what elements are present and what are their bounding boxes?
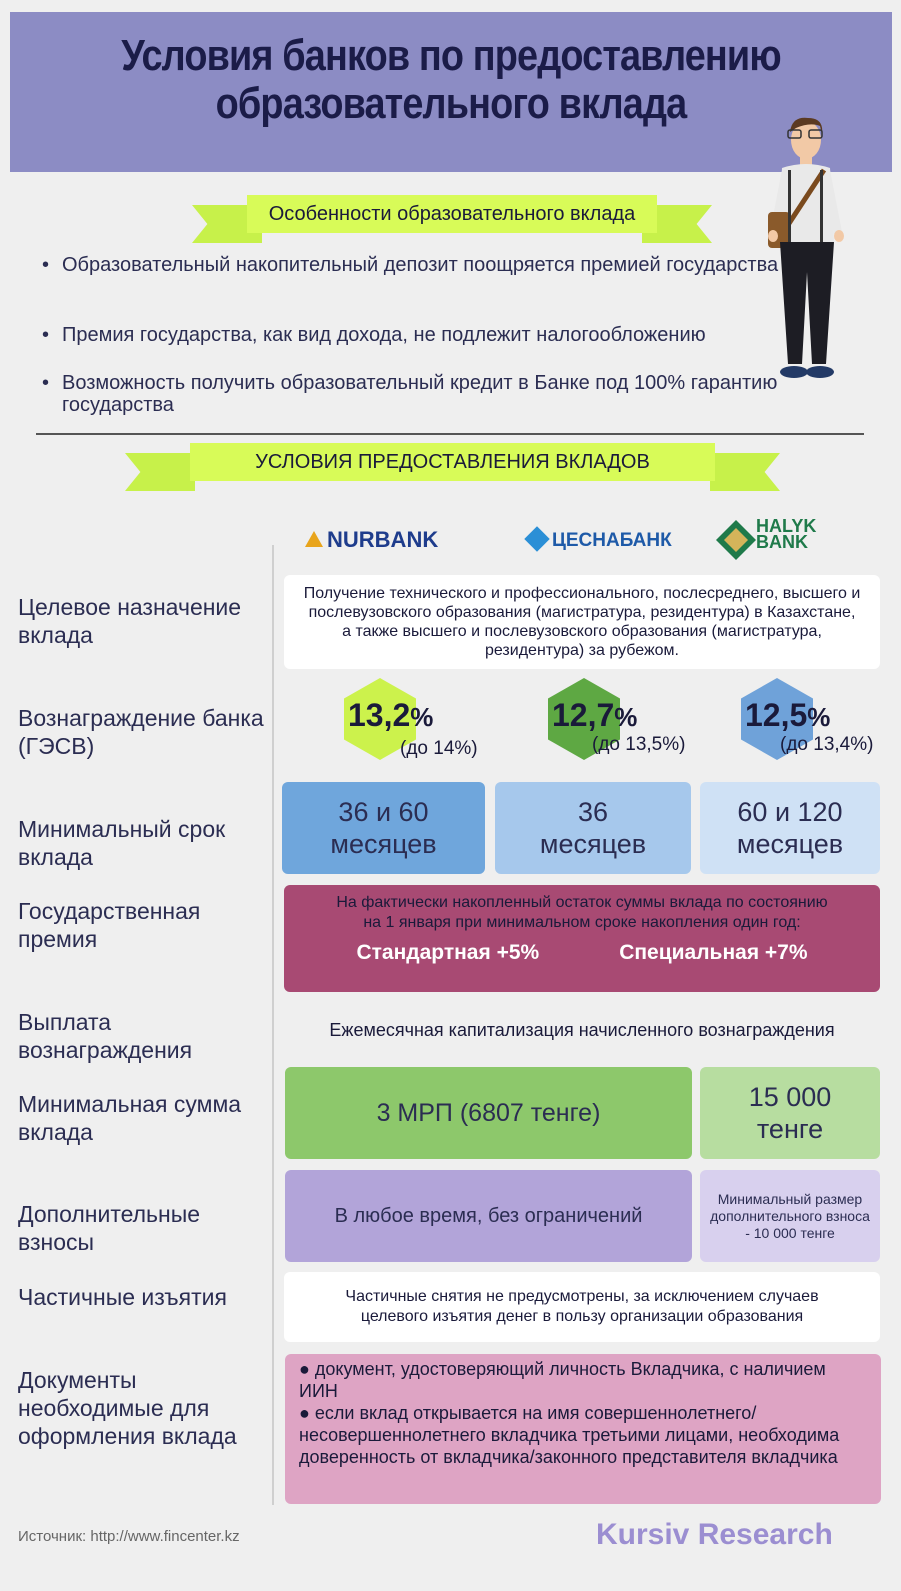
- page-title: [72, 32, 831, 128]
- payout-value: Ежемесячная капитализация начисленного вознаграждения: [329, 1020, 835, 1040]
- nurbank-rate-note: (до 14%): [400, 738, 478, 759]
- tsesna-term-box: 36 месяцев: [495, 782, 691, 874]
- label-rate: Вознаграждение банка (ГЭСВ): [18, 705, 264, 759]
- extra-shared-box: В любое время, без ограничений: [285, 1170, 692, 1262]
- label-payout: Выплата вознаграждения: [18, 1009, 193, 1063]
- premium-rates: [356, 941, 807, 965]
- conditions-ribbon: [125, 443, 780, 499]
- halyk-term-box: 60 и 120 месяцев: [700, 782, 880, 874]
- page-title-line1: Условия банков по предоставлению: [121, 31, 781, 80]
- premium-box: [284, 885, 880, 992]
- ribbon-tail-left: [125, 453, 195, 491]
- page-title-line2: образовательного вклада: [215, 79, 687, 128]
- label-premium: Государственная премия: [18, 898, 201, 952]
- docs-item: ● если вклад открывается на имя совершеннолетнего/несовершеннолетнего вкладчика третьими лицами, необходима доверенность от вкладчика/законного представителя вкладчика: [299, 1403, 840, 1467]
- min-sum-shared-box: 3 МРП (6807 тенге): [285, 1067, 692, 1159]
- label-purpose: Целевое назначение вклада: [18, 594, 242, 648]
- docs-box: [285, 1354, 881, 1504]
- feature-item: • Возможность получить образовательный кредит в Банке под 100% гарантию государства: [42, 372, 778, 416]
- purpose-box: Получение технического и профессионального, послесреднего, высшего и послевузовского образования (магистратура, резидентура) в Казахстане, а также высшего и послевузовского образования (магистратура, резидентура) за рубежом.: [284, 575, 880, 669]
- docs-item: ● документ, удостоверяющий личность Вкладчика, с наличием ИИН: [299, 1359, 826, 1401]
- label-min-sum: Минимальная сумма вклада: [18, 1091, 242, 1145]
- ribbon-tail-right: [710, 453, 780, 491]
- halyk-emblem-icon: [716, 520, 756, 560]
- withdraw-box: Частичные снятия не предусмотрены, за исключением случаев целевого изъятия денег в пользу организации образования: [284, 1272, 880, 1342]
- label-extra: Дополнительные взносы: [18, 1201, 201, 1255]
- tsesna-rate: 12,7%: [552, 697, 638, 733]
- source-text: Источник: http://www.fincenter.kz: [18, 1528, 240, 1545]
- premium-standard: Стандартная +5%: [356, 941, 540, 964]
- label-term: Минимальный срок вклада: [18, 816, 226, 870]
- feature-item: • Образовательный накопительный депозит поощряется премией государства: [42, 254, 779, 276]
- premium-special: Специальная +7%: [619, 941, 808, 964]
- nurbank-rate: 13,2%: [348, 697, 434, 733]
- tsesnabank-emblem-icon: [524, 526, 549, 551]
- tsesnabank-logo: ЦЕСНАБАНК: [528, 530, 672, 552]
- tsesna-rate-note: (до 13,5%): [592, 734, 686, 755]
- nurbank-term-box: 36 и 60 месяцев: [282, 782, 485, 874]
- features-ribbon: [192, 195, 712, 251]
- conditions-heading: УСЛОВИЯ ПРЕДОСТАВЛЕНИЯ ВКЛАДОВ: [190, 443, 715, 481]
- feature-item: • Премия государства, как вид дохода, не подлежит налогообложению: [42, 324, 706, 346]
- features-heading: Особенности образовательного вклада: [247, 195, 657, 233]
- column-divider: [272, 545, 274, 1505]
- student-illustration: [762, 112, 852, 388]
- premium-text: На фактически накопленный остаток суммы вклада по состоянию на 1 января при минимальном сроке накопления один год:: [336, 894, 828, 931]
- halyk-rate: 12,5%: [745, 697, 831, 733]
- brand-logo: Kursiv Research: [596, 1518, 833, 1551]
- label-withdraw: Частичные изъятия: [18, 1284, 227, 1310]
- nurbank-triangle-icon: [305, 531, 323, 547]
- nurbank-logo: NURBANK: [305, 527, 438, 553]
- section-divider: [36, 433, 864, 435]
- label-docs: Документы необходимые для оформления вклада: [18, 1367, 237, 1449]
- halyk-rate-note: (до 13,4%): [780, 734, 874, 755]
- min-sum-halyk-box: 15 000 тенге: [700, 1067, 880, 1159]
- extra-halyk-box: Минимальный размер дополнительного взноса - 10 000 тенге: [700, 1170, 880, 1262]
